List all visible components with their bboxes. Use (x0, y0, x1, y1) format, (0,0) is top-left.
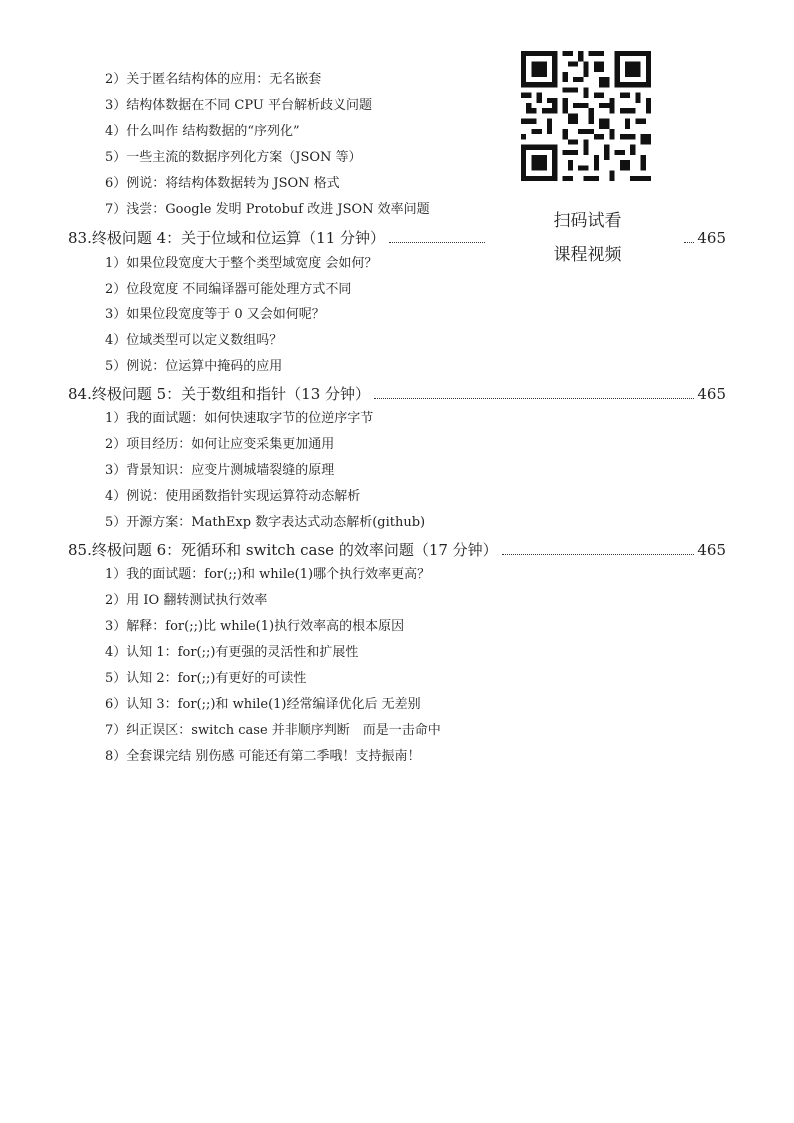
toc-subitem: 2）项目经历：如何让应变采集更加通用 (105, 437, 335, 452)
chapter-page-number: 465 (697, 385, 726, 403)
leader-dots (502, 554, 695, 555)
qr-code-icon[interactable] (521, 51, 651, 181)
chapter-title: 84.终极问题 5：关于数组和指针（13 分钟） (68, 385, 371, 403)
toc-subitem: 7）纠正误区：switch case 并非顺序判断 而是一击命中 (105, 723, 441, 738)
chapter-page-number: 465 (697, 229, 726, 247)
toc-subitem: 4）什么叫作 结构数据的“序列化” (105, 124, 300, 139)
toc-subitem: 2）关于匿名结构体的应用：无名嵌套 (105, 72, 322, 87)
leader-dots (374, 398, 694, 399)
toc-subitem: 6）认知 3：for(;;)和 while(1)经常编译优化后 无差别 (105, 697, 421, 712)
toc-subitem: 3）解释：for(;;)比 while(1)执行效率高的根本原因 (105, 619, 405, 634)
toc-subitem: 5）一些主流的数据序列化方案（JSON 等） (105, 150, 362, 165)
toc-subitem: 4）例说：使用函数指针实现运算符动态解析 (105, 489, 361, 504)
toc-subitem: 1）我的面试题：如何快速取字节的位逆序字节 (105, 411, 374, 426)
toc-subitem: 3）背景知识：应变片测城墙裂缝的原理 (105, 463, 335, 478)
toc-subitem: 1）我的面试题：for(;;)和 while(1)哪个执行效率更高？ (105, 567, 431, 582)
toc-subitem: 3）结构体数据在不同 CPU 平台解析歧义问题 (105, 98, 372, 113)
qr-caption-line2: 课程视频 (553, 245, 622, 265)
qr-caption-line1: 扫码试看 (553, 211, 622, 231)
chapter-page-number: 465 (697, 541, 726, 559)
toc-subitem: 2）用 IO 翻转测试执行效率 (105, 593, 268, 608)
toc-subitem: 8）全套课完结 别伤感 可能还有第二季哦！支持振南！ (105, 749, 421, 764)
toc-subitem: 5）认知 2：for(;;)有更好的可读性 (105, 671, 307, 686)
chapter-title: 83.终极问题 4：关于位域和位运算（11 分钟） (68, 229, 386, 247)
toc-subitem: 4）位域类型可以定义数组吗？ (105, 333, 283, 348)
toc-subitem: 2）位段宽度 不同编译器可能处理方式不同 (105, 282, 352, 297)
chapter-title: 85.终极问题 6：死循环和 switch case 的效率问题（17 分钟） (68, 541, 498, 559)
toc-chapter-84[interactable] (68, 384, 726, 404)
toc-subitem: 1）如果位段宽度大于整个类型域宽度 会如何？ (105, 256, 378, 271)
toc-subitem: 6）例说：将结构体数据转为 JSON 格式 (105, 176, 340, 191)
toc-subitem: 4）认知 1：for(;;)有更强的灵活性和扩展性 (105, 645, 359, 660)
toc-chapter-85[interactable] (68, 540, 726, 560)
leader-dots (684, 242, 694, 243)
toc-subitem: 5）开源方案：MathExp 数字表达式动态解析(github) (105, 515, 426, 530)
toc-subitem: 3）如果位段宽度等于 0 又会如何呢？ (105, 307, 325, 322)
leader-dots (389, 242, 485, 243)
toc-subitem: 7）浅尝：Google 发明 Protobuf 改进 JSON 效率问题 (105, 202, 430, 217)
toc-subitem: 5）例说：位运算中掩码的应用 (105, 359, 283, 374)
